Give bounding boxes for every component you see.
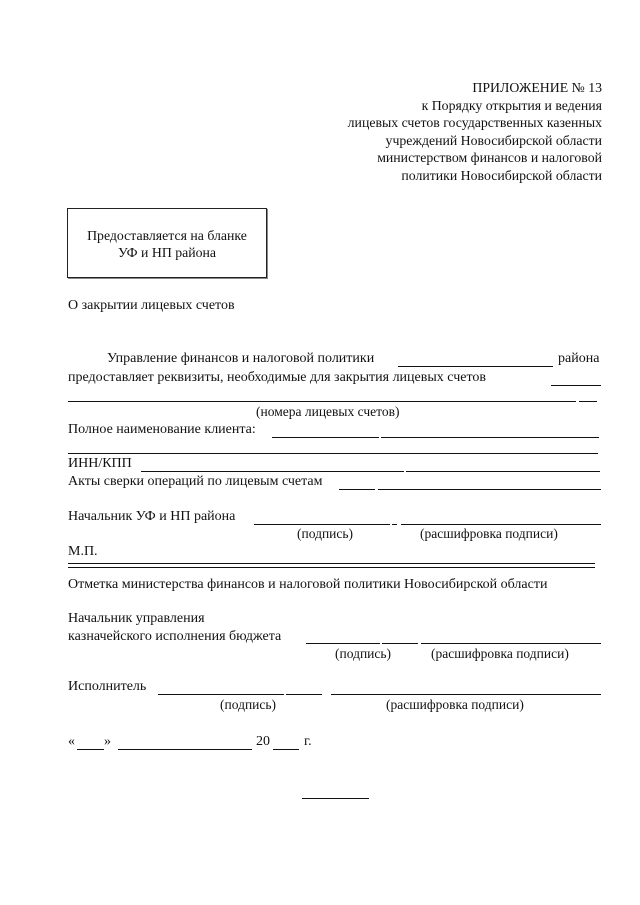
letterhead-box bbox=[67, 208, 267, 278]
client-label: Полное наименование клиента: bbox=[68, 422, 256, 437]
date-year-suffix: г. bbox=[304, 734, 312, 749]
appendix-line: лицевых счетов государственных казенных bbox=[347, 115, 602, 130]
decode-line[interactable] bbox=[421, 643, 601, 644]
ministry-mark: Отметка министерства финансов и налоговой политики Новосибирской области bbox=[68, 577, 548, 592]
body-line1-end: района bbox=[558, 351, 600, 366]
separator-line bbox=[68, 563, 595, 568]
acts-field-line[interactable] bbox=[339, 489, 375, 490]
stamp-place: М.П. bbox=[68, 544, 98, 559]
appendix-line: учреждений Новосибирской области bbox=[385, 132, 602, 148]
decode-line[interactable] bbox=[401, 524, 601, 525]
acts-label: Акты сверки операций по лицевым счетам bbox=[68, 474, 323, 489]
treasury-head-label: казначейского исполнения бюджета bbox=[68, 629, 282, 644]
body-line1-start: Управление финансов и налоговой политики bbox=[107, 351, 375, 366]
appendix-line: министерством финансов и налоговой bbox=[377, 150, 602, 165]
signature-caption: (подпись) bbox=[220, 697, 277, 712]
signature-line[interactable] bbox=[158, 694, 284, 695]
accounts-field-line[interactable] bbox=[551, 385, 601, 386]
inn-field-line[interactable] bbox=[141, 471, 404, 472]
accounts-field-line[interactable] bbox=[579, 401, 597, 402]
letterhead-line: Предоставляется на бланке bbox=[87, 228, 247, 243]
decode-line[interactable] bbox=[331, 694, 601, 695]
date-day-field[interactable] bbox=[77, 749, 104, 750]
district-field-line[interactable] bbox=[398, 366, 553, 367]
signature-caption: (подпись) bbox=[335, 646, 392, 661]
client-field-line[interactable] bbox=[68, 453, 598, 454]
signature-line[interactable] bbox=[286, 694, 322, 695]
executor-label: Исполнитель bbox=[68, 679, 147, 694]
document-subject: О закрытии лицевых счетов bbox=[68, 298, 235, 313]
treasury-head-label: Начальник управления bbox=[68, 611, 205, 626]
date-month-field[interactable] bbox=[118, 749, 252, 750]
date-year-field[interactable] bbox=[273, 749, 299, 750]
body-line2: предоставляет реквизиты, необходимые для закрытия лицевых счетов bbox=[68, 370, 486, 385]
inn-label: ИНН/КПП bbox=[68, 456, 132, 471]
head-district-label: Начальник УФ и НП района bbox=[68, 509, 236, 524]
decode-caption: (расшифровка подписи) bbox=[431, 646, 569, 661]
signature-line[interactable] bbox=[306, 643, 380, 644]
appendix-line: к Порядку открытия и ведения bbox=[421, 97, 602, 113]
date-open-quote: « bbox=[68, 734, 75, 749]
signature-line[interactable] bbox=[382, 643, 418, 644]
footer-line bbox=[302, 798, 369, 799]
acts-field-line[interactable] bbox=[378, 489, 601, 490]
accounts-caption: (номера лицевых счетов) bbox=[256, 404, 400, 419]
appendix-title: ПРИЛОЖЕНИЕ № 13 bbox=[472, 80, 602, 95]
client-field-line[interactable] bbox=[272, 437, 379, 438]
signature-line bbox=[392, 524, 397, 525]
signature-caption: (подпись) bbox=[297, 526, 354, 541]
letterhead-line: УФ и НП района bbox=[117, 245, 217, 260]
date-year-prefix: 20 bbox=[256, 734, 270, 749]
signature-line[interactable] bbox=[254, 524, 390, 525]
date-close-quote: » bbox=[104, 734, 111, 749]
kpp-field-line[interactable] bbox=[406, 471, 600, 472]
decode-caption: (расшифровка подписи) bbox=[386, 697, 524, 712]
decode-caption: (расшифровка подписи) bbox=[420, 526, 558, 541]
client-field-line[interactable] bbox=[381, 437, 599, 438]
appendix-line: политики Новосибирской области bbox=[401, 167, 602, 183]
accounts-field-line[interactable] bbox=[68, 401, 576, 402]
appendix-header bbox=[348, 79, 602, 184]
